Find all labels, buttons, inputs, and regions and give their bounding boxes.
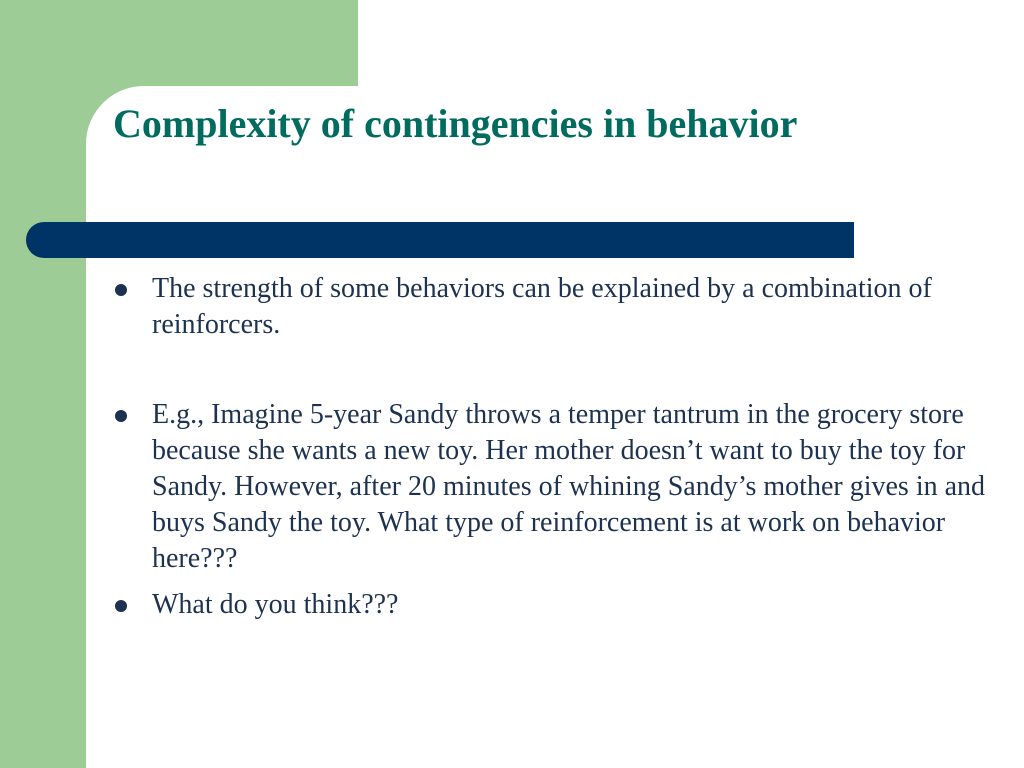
- bullet-text: What do you think???: [152, 589, 399, 620]
- bullet-dot-icon: [115, 284, 127, 296]
- bullet-dot-icon: [115, 410, 127, 422]
- bullet-item: [110, 587, 990, 623]
- title-underline-bar: [26, 222, 854, 258]
- bullet-text: E.g., Imagine 5-year Sandy throws a temper tantrum in the grocery store because she wants a new toy. Her mother doesn’t want to buy the toy for Sandy. However, after 20 minutes of whining Sandy’s mother gives in and buys Sandy the toy. What type of reinforcement is at work on behavior here???: [152, 399, 986, 574]
- bullet-text: The strength of some behaviors can be explained by a combination of reinforcers.: [152, 273, 932, 340]
- bullet-list: [110, 270, 990, 623]
- green-accent-strip: [0, 0, 86, 768]
- slide-title: Complexity of contingencies in behavior: [113, 101, 798, 146]
- bullet-item: [110, 271, 990, 343]
- bullet-item: [110, 397, 990, 577]
- bullet-dot-icon: [115, 600, 127, 612]
